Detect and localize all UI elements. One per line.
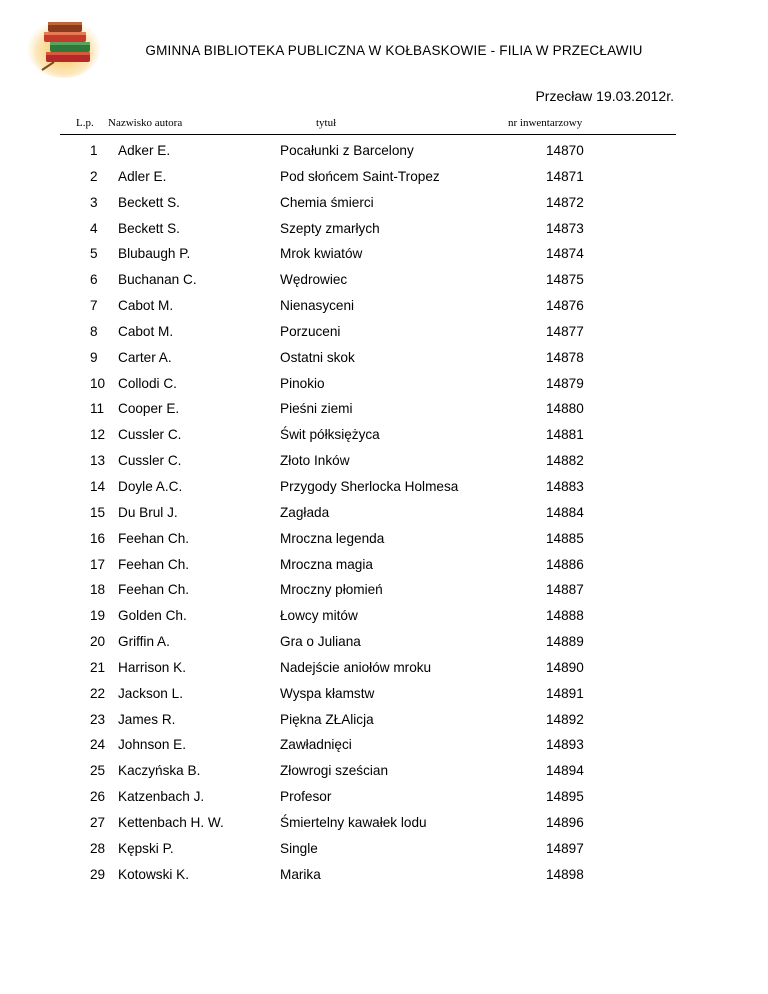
inventory-number-cell: 14876	[546, 298, 584, 314]
author-cell: Kettenbach H. W.	[118, 814, 224, 830]
row-number: 9	[90, 349, 98, 365]
author-cell: Cussler C.	[118, 453, 182, 469]
author-cell: Kępski P.	[118, 840, 174, 856]
table-row	[0, 706, 768, 732]
table-row	[0, 602, 768, 628]
title-cell: Zagłada	[280, 504, 330, 520]
table-row	[0, 835, 768, 861]
author-cell: Adler E.	[118, 168, 167, 184]
inventory-number-cell: 14896	[546, 814, 584, 830]
author-cell: Cabot M.	[118, 323, 174, 339]
author-cell: Golden Ch.	[118, 608, 187, 624]
author-cell: Kaczyńska B.	[118, 763, 201, 779]
title-cell: Złoto Inków	[280, 453, 350, 469]
row-number: 24	[90, 737, 106, 753]
column-header-lp: L.p.	[76, 117, 94, 129]
row-number: 5	[90, 246, 98, 262]
row-number: 28	[90, 840, 106, 856]
title-cell: Mroczna legenda	[280, 530, 385, 546]
inventory-number-cell: 14870	[546, 143, 584, 158]
inventory-number-cell: 14875	[546, 272, 584, 288]
table-row	[0, 189, 768, 215]
table-row	[0, 757, 768, 783]
table-row	[0, 266, 768, 292]
row-number: 21	[90, 659, 106, 675]
table-row	[0, 473, 768, 499]
row-number: 17	[90, 556, 106, 572]
author-cell: Adker E.	[118, 143, 171, 158]
title-cell: Wędrowiec	[280, 272, 348, 288]
title-cell: Porzuceni	[280, 323, 341, 339]
table-row	[0, 318, 768, 344]
inventory-number-cell: 14898	[546, 866, 584, 882]
row-number: 10	[90, 375, 106, 391]
row-number: 20	[90, 634, 106, 650]
table-row	[0, 499, 768, 525]
table-row	[0, 240, 768, 266]
author-cell: Harrison K.	[118, 659, 186, 675]
row-number: 26	[90, 789, 106, 805]
row-number: 16	[90, 530, 106, 546]
table-row	[0, 783, 768, 809]
author-cell: Feehan Ch.	[118, 556, 190, 572]
row-number: 29	[90, 866, 106, 882]
row-number: 27	[90, 814, 106, 830]
title-cell: Śmiertelny kawałek lodu	[280, 814, 427, 830]
table-row	[0, 551, 768, 577]
author-cell: Buchanan C.	[118, 272, 197, 288]
author-cell: Collodi C.	[118, 375, 177, 391]
title-cell: Chemia śmierci	[280, 194, 374, 210]
title-cell: Piękna ZŁAlicja	[280, 711, 374, 727]
row-number: 11	[90, 401, 105, 417]
table-row	[0, 344, 768, 370]
inventory-number-cell: 14881	[546, 427, 584, 443]
table-row	[0, 163, 768, 189]
row-number: 2	[90, 168, 98, 184]
author-cell: Du Brul J.	[118, 504, 178, 520]
author-cell: Griffin A.	[118, 634, 170, 650]
title-cell: Gra o Juliana	[280, 634, 361, 650]
inventory-number-cell: 14871	[546, 168, 584, 184]
inventory-number-cell: 14888	[546, 608, 584, 624]
title-cell: Pieśni ziemi	[280, 401, 353, 417]
inventory-number-cell: 14897	[546, 840, 584, 856]
title-cell: Łowcy mitów	[280, 608, 358, 624]
author-cell: Cooper E.	[118, 401, 180, 417]
inventory-number-cell: 14880	[546, 401, 584, 417]
author-cell: Beckett S.	[118, 194, 180, 210]
table-row	[0, 809, 768, 835]
table-row	[0, 731, 768, 757]
author-cell: Feehan Ch.	[118, 530, 190, 546]
inventory-number-cell: 14878	[546, 349, 584, 365]
inventory-number-cell: 14895	[546, 789, 584, 805]
row-number: 4	[90, 220, 98, 236]
row-number: 14	[90, 478, 106, 494]
row-number: 7	[90, 298, 98, 314]
table-row	[0, 395, 768, 421]
row-number: 13	[90, 453, 106, 469]
title-cell: Ostatni skok	[280, 349, 355, 365]
author-cell: Carter A.	[118, 349, 172, 365]
row-number: 3	[90, 194, 98, 210]
title-cell: Szepty zmarłych	[280, 220, 380, 236]
title-cell: Mrok kwiatów	[280, 246, 363, 262]
title-cell: Pinokio	[280, 375, 325, 391]
inventory-number-cell: 14884	[546, 504, 584, 520]
title-cell: Wyspa kłamstw	[280, 685, 375, 701]
inventory-number-cell: 14885	[546, 530, 584, 546]
title-cell: Mroczna magia	[280, 556, 373, 572]
inventory-number-cell: 14883	[546, 478, 584, 494]
inventory-number-cell: 14886	[546, 556, 584, 572]
title-cell: Mroczny płomień	[280, 582, 383, 598]
row-number: 6	[90, 272, 98, 288]
header-divider	[60, 134, 676, 135]
column-header-author: Nazwisko autora	[108, 117, 183, 129]
row-number: 25	[90, 763, 106, 779]
author-cell: Feehan Ch.	[118, 582, 190, 598]
title-cell: Pod słońcem Saint-Tropez	[280, 168, 440, 184]
table-row	[0, 680, 768, 706]
title-cell: Profesor	[280, 789, 332, 805]
inventory-number-cell: 14889	[546, 634, 584, 650]
table-row	[0, 215, 768, 241]
place-date: Przecław 19.03.2012r.	[535, 88, 674, 104]
table-row	[0, 576, 768, 602]
author-cell: Cabot M.	[118, 298, 174, 314]
inventory-number-cell: 14893	[546, 737, 584, 753]
table-row	[0, 525, 768, 551]
author-cell: Katzenbach J.	[118, 789, 205, 805]
inventory-number-cell: 14892	[546, 711, 584, 727]
inventory-number-cell: 14887	[546, 582, 584, 598]
column-header-inventory: nr inwentarzowy	[508, 117, 583, 129]
inventory-number-cell: 14873	[546, 220, 584, 236]
row-number: 19	[90, 608, 106, 624]
row-number: 12	[90, 427, 106, 443]
table-row	[0, 370, 768, 396]
title-cell: Nadejście aniołów mroku	[280, 659, 432, 675]
inventory-number-cell: 14882	[546, 453, 584, 469]
table-row	[0, 654, 768, 680]
author-cell: James R.	[118, 711, 176, 727]
row-number: 22	[90, 685, 106, 701]
row-number: 23	[90, 711, 106, 727]
author-cell: Cussler C.	[118, 427, 182, 443]
row-number: 1	[90, 143, 98, 158]
table-row	[0, 447, 768, 473]
author-cell: Jackson L.	[118, 685, 183, 701]
row-number: 15	[90, 504, 106, 520]
book-list	[0, 137, 768, 886]
table-row	[0, 421, 768, 447]
title-cell: Przygody Sherlocka Holmesa	[280, 478, 459, 494]
title-cell: Nienasyceni	[280, 298, 355, 314]
row-number: 8	[90, 323, 98, 339]
inventory-number-cell: 14891	[546, 685, 584, 701]
inventory-number-cell: 14877	[546, 323, 584, 339]
inventory-number-cell: 14872	[546, 194, 584, 210]
library-header-title: GMINNA BIBLIOTEKA PUBLICZNA W KOŁBASKOWIE - FILIA W PRZECŁAWIU	[145, 43, 643, 58]
author-cell: Johnson E.	[118, 737, 187, 753]
title-cell: Marika	[280, 866, 321, 882]
table-row	[0, 292, 768, 318]
inventory-number-cell: 14874	[546, 246, 584, 262]
title-cell: Zawładnięci	[280, 737, 352, 753]
column-header-title: tytuł	[316, 117, 337, 129]
title-cell: Pocałunki z Barcelony	[280, 143, 414, 158]
author-cell: Doyle A.C.	[118, 478, 183, 494]
table-row	[0, 861, 768, 887]
inventory-number-cell: 14894	[546, 763, 584, 779]
title-cell: Single	[280, 840, 318, 856]
title-cell: Złowrogi sześcian	[280, 763, 389, 779]
author-cell: Blubaugh P.	[118, 246, 191, 262]
inventory-number-cell: 14879	[546, 375, 584, 391]
author-cell: Beckett S.	[118, 220, 180, 236]
table-row	[0, 628, 768, 654]
inventory-number-cell: 14890	[546, 659, 584, 675]
title-cell: Świt półksiężyca	[280, 427, 380, 443]
author-cell: Kotowski K.	[118, 866, 190, 882]
table-row	[0, 137, 768, 163]
row-number: 18	[90, 582, 106, 598]
